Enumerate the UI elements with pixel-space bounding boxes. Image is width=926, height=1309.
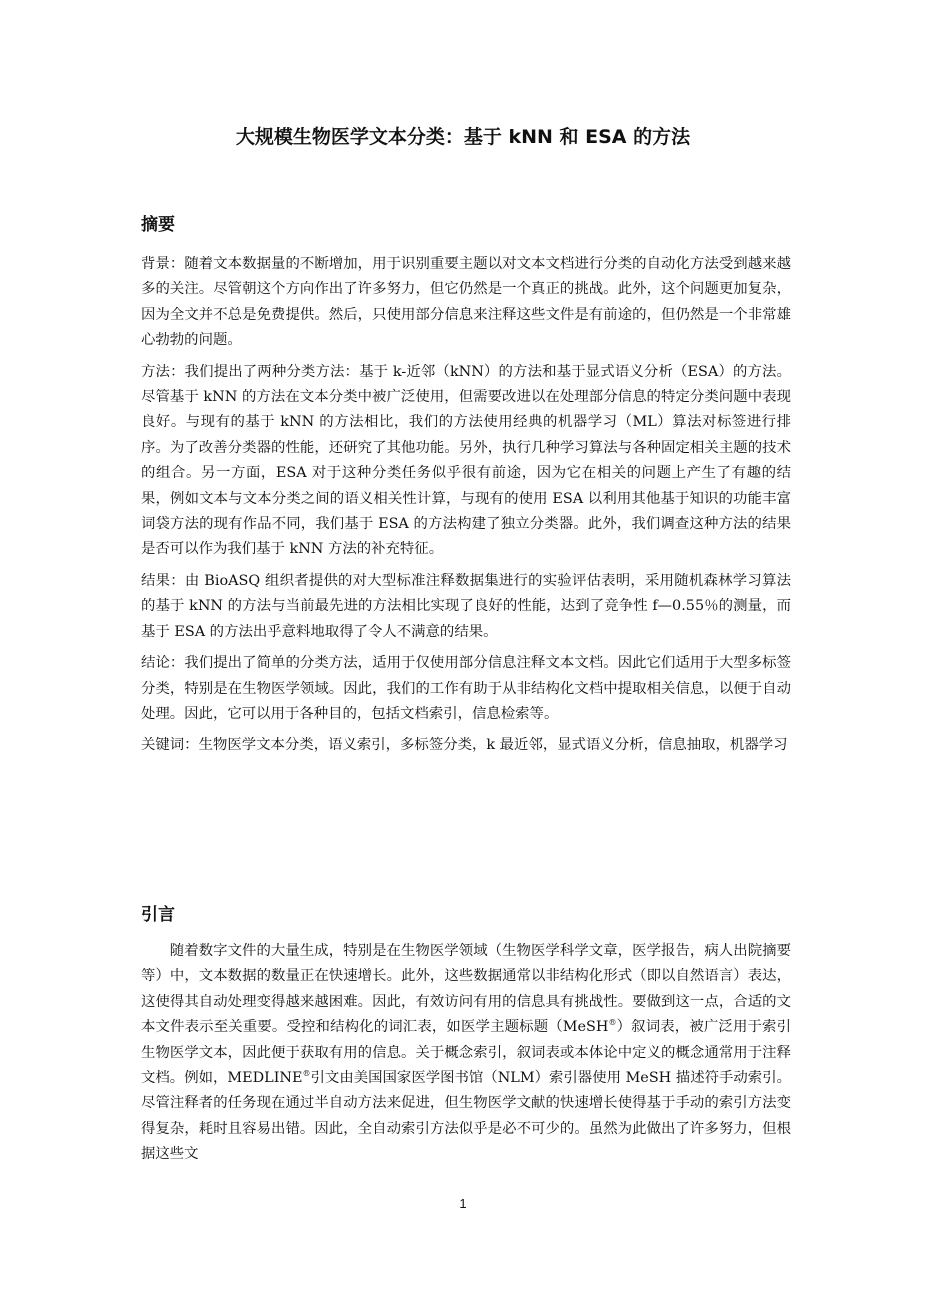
introduction-text-part-2: ）叙词表，被广泛用于索引生物医学文本，因此便于获取有用的信息。关于概念索引，叙词表或本体论中定义的概念通常用于注释文档。例如，MEDLINE [141,1019,791,1087]
abstract-heading: 摘要 [141,215,175,235]
abstract-keywords: 关键词：生物医学文本分类，语义索引，多标签分类，k 最近邻，显式语义分析，信息抽取，机器学习 [141,737,788,754]
registered-mark: ® [608,1018,617,1028]
abstract-methods: 方法：我们提出了两种分类方法：基于 k-近邻（kNN）的方法和基于显式语义分析（ESA）的方法。尽管基于 kNN 的方法在文本分类中被广泛使用，但需要改进以在处理部分信息的特定分类问题中表现良好。与现有的基于 kNN 的方法相比，我们的方法使用经典的机器学习（ML）算法对标签进行排序。为了改善分类器的性能，还研究了其他功能。另外，执行几种学习算法与各种固定相关主题的技术的组合。另一方面，ESA 对于这种分类任务似乎很有前途，因为它在相关的问题上产生了有趣的结果，例如文本与文本分类之间的语义相关性计算，与现有的使用 ESA 以利用其他基于知识的功能丰富词袋方法的现有作品不同，我们基于 ESA 的方法构建了独立分类器。此外，我们调查这种方法的结果是否可以作为我们基于 kNN 方法的补充特征。 [141,363,791,558]
abstract-conclusions: 结论：我们提出了简单的分类方法，适用于仅使用部分信息注释文本文档。因此它们适用于大型多标签分类，特别是在生物医学领域。因此，我们的工作有助于从非结构化文档中提取相关信息，以便于自动处理。因此，它可以用于各种目的，包括文档索引，信息检索等。 [141,655,791,722]
introduction-paragraph [141,939,791,1168]
introduction-text-part-3: 引文由美国国家医学图书馆（NLM）索引器使用 MeSH 描述符手动索引。尽管注释者的任务现在通过半自动方法来促进，但生物医学文献的快速增长使得基于手动的索引方法变得复杂，耗时且容易出错。因此，全自动索引方法似乎是必不可少的。虽然为此做出了许多努力，但根据这些文 [141,1070,791,1163]
introduction-section [141,939,791,1168]
page-number: 1 [459,1196,467,1211]
introduction-heading: 引言 [141,905,175,925]
registered-mark: ® [302,1069,311,1079]
abstract-results: 结果：由 BioASQ 组织者提供的对大型标准注释数据集进行的实验评估表明，采用随机森林学习算法的基于 kNN 的方法与当前最先进的方法相比实现了良好的性能，达到了竞争性 f—0.55％的测量，而基于 ESA 的方法出乎意料地取得了令人不满意的结果。 [141,572,791,640]
paper-title: 大规模生物医学文本分类：基于 kNN 和 ESA 的方法 [235,126,691,148]
introduction-text-part-1: 随着数字文件的大量生成，特别是在生物医学领域（生物医学科学文章，医学报告，病人出院摘要等）中，文本数据的数量正在快速增长。此外，这些数据通常以非结构化形式（即以自然语言）表达，这使得其自动处理变得越来越困难。因此，有效访问有用的信息具有挑战性。要做到这一点，合适的文本文件表示至关重要。受控和结构化的词汇表，如医学主题标题（MeSH [141,943,791,1036]
abstract-background: 背景：随着文本数据量的不断增加，用于识别重要主题以对文本文档进行分类的自动化方法受到越来越多的关注。尽管朝这个方向作出了许多努力，但它仍然是一个真正的挑战。此外，这个问题更加复杂，因为全文并不总是免费提供。然后，只使用部分信息来注释这些文件是有前途的，但仍然是一个非常雄心勃勃的问题。 [141,256,791,349]
abstract-section [141,252,791,765]
